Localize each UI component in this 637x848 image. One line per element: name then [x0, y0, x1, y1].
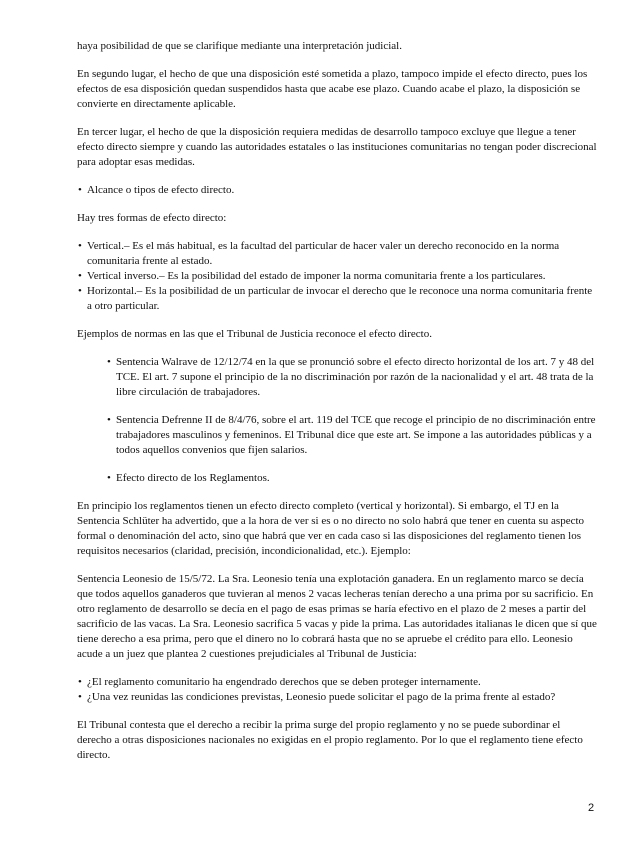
- document-page: [77, 39, 597, 776]
- paragraph-leonesio: Sentencia Leonesio de 15/5/72. La Sra. Leonesio tenía una explotación ganadera. En un reglamento marco se decía que todos aquellos ganaderos que tuvieran al menos 2 vacas lecheras tenían derecho a una prima por su sacrificio. En otro reglamento de desarrollo se decía en el pago de esas primas se haría efectivo en el plazo de 2 meses a partir del sacrificio de las vacas. La Sra. Leonesio sacrifica 5 vacas y pide la prima. Las autoridades italianas le dicen que sí que tiene derecho a esa prima, pero que el dinero no lo cobrará hasta que no se apruebe el crédito para ello. Leonesio acude a un juez que plantea 2 cuestiones prejudiciales al Tribunal de Justicia:: [77, 573, 597, 660]
- page-number: 2: [588, 802, 595, 814]
- paragraph-interpretacion: haya posibilidad de que se clarifique mediante una interpretación judicial.: [77, 40, 402, 52]
- list-item: • Efecto directo de los Reglamentos.: [106, 471, 597, 486]
- paragraph-tribunal-contesta: El Tribunal contesta que el derecho a recibir la prima surge del propio reglamento y no se puede subordinar el derecho a otras disposiciones nacionales no exigidas en el propio reglamento. Por lo que el reglamento tiene efecto directo.: [77, 719, 583, 761]
- bullet-list-alcance: [77, 183, 597, 198]
- list-item: • Alcance o tipos de efecto directo.: [77, 183, 597, 198]
- list-item: • ¿El reglamento comunitario ha engendrado derechos que se deben proteger internamente.: [77, 675, 597, 690]
- bullet-list-formas: [77, 239, 597, 314]
- list-item: • Horizontal.– Es la posibilidad de un particular de invocar el derecho que le reconoce una norma comunitaria frente a otro particular.: [77, 284, 597, 314]
- bullet-list-cuestiones: [77, 675, 597, 705]
- paragraph-tercer-lugar: En tercer lugar, el hecho de que la disposición requiera medidas de desarrollo tampoco excluye que llegue a tener efecto directo siempre y cuando las autoridades estatales o las instituciones comunitarias no tengan poder discrecional para adoptar esas medidas.: [77, 126, 597, 168]
- list-item: • Sentencia Defrenne II de 8/4/76, sobre el art. 119 del TCE que recoge el principio de no discriminación entre trabajadores masculinos y femeninos. El Tribunal dice que este art. Se impone a las autoridades públicas y a todos aquellos convenios que fijen salarios.: [106, 413, 597, 458]
- list-item: • Sentencia Walrave de 12/12/74 en la que se pronunció sobre el efecto directo horizontal de los art. 7 y 48 del TCE. El art. 7 supone el principio de la no discriminación por razón de la nacionalidad y el art. 48 trata de la libre circulación de trabajadores.: [106, 355, 597, 400]
- paragraph-tres-formas: Hay tres formas de efecto directo:: [77, 212, 227, 224]
- list-item: • ¿Una vez reunidas las condiciones previstas, Leonesio puede solicitar el pago de la prima frente al estado?: [77, 690, 597, 705]
- paragraph-reglamentos: En principio los reglamentos tienen un efecto directo completo (vertical y horizontal). Si embargo, el TJ en la Sentencia Schlüter ha advertido, que a la hora de ver si es o no directo no solo habrá que tener en cuenta su aspecto formal o denominación del acto, sino que habrá que ver en cada caso si las disposiciones del reglamento tienen los requisitos necesarios (claridad, precisión, incondicionalidad, etc.). Ejemplo:: [77, 500, 585, 557]
- paragraph-segundo-lugar: En segundo lugar, el hecho de que una disposición esté sometida a plazo, tampoco impide el efecto directo, pues los efectos de esa disposición quedan suspendidos hasta que acabe ese plazo. Cuando acabe el plazo, la disposición se convierte en directamente aplicable.: [77, 68, 588, 110]
- bullet-list-ejemplos: [77, 355, 597, 486]
- paragraph-ejemplos-intro: Ejemplos de normas en las que el Tribunal de Justicia reconoce el efecto directo.: [77, 328, 432, 340]
- list-item: • Vertical.– Es el más habitual, es la facultad del particular de hacer valer un derecho reconocido en la norma comunitaria frente al estado.: [77, 239, 597, 269]
- list-item: • Vertical inverso.– Es la posibilidad del estado de imponer la norma comunitaria frente a los particulares.: [77, 269, 597, 284]
